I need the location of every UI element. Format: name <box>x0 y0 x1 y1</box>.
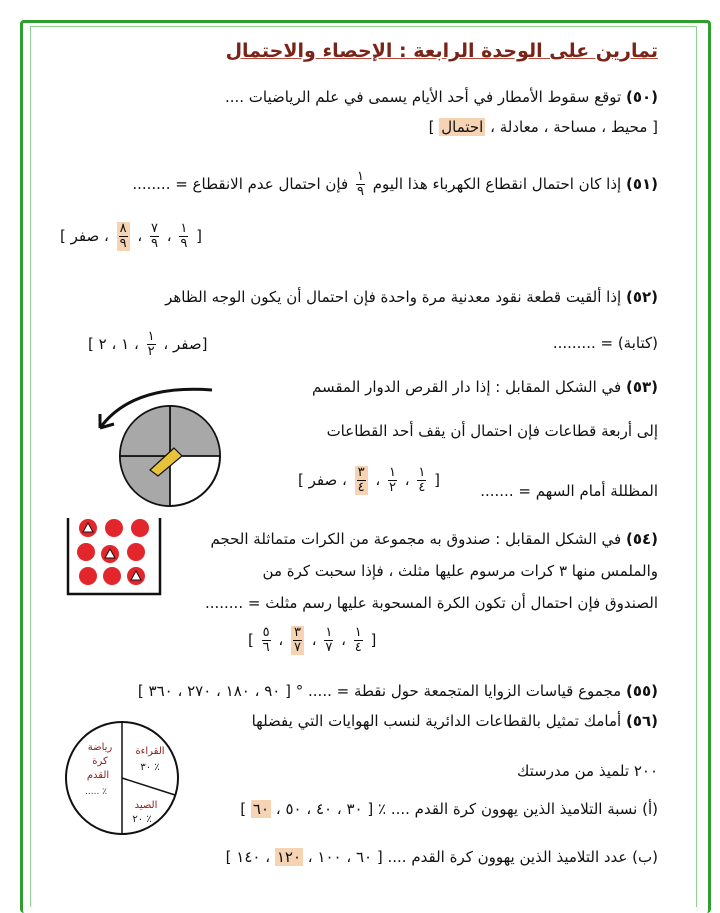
q53-line1 <box>312 378 658 396</box>
pie-label-fishing: الصيد <box>134 800 158 811</box>
q52-question <box>165 288 658 306</box>
q51-frac-num: ١ <box>356 169 364 184</box>
spinner-shaded-sector-3 <box>120 406 170 456</box>
q50-question <box>225 88 658 106</box>
pie-value-fishing: ٢٠ ٪ <box>132 814 152 825</box>
balls-group <box>77 519 149 585</box>
q54-option-1 <box>354 626 363 655</box>
q52-sep-2: ، <box>133 335 139 353</box>
q52-line2: (كتابة) = ......... <box>552 334 658 352</box>
q53-option-3-answer <box>355 466 368 495</box>
balls-box-figure <box>64 514 164 598</box>
q54-opt3-den: ٧ <box>294 640 301 655</box>
q56-b-text: عدد التلاميذ الذين يهوون كرة القدم .... <box>387 848 628 866</box>
ball <box>103 567 121 585</box>
q50-answer: احتمال <box>441 118 484 136</box>
q54-opt1-den: ٤ <box>354 640 362 655</box>
q51-option-3-answer <box>117 222 130 251</box>
hobbies-pie-chart <box>62 718 182 838</box>
pie-value-football: ..... ٪ <box>85 787 107 797</box>
q51-opt2-den: ٩ <box>151 236 158 251</box>
q54-option-2 <box>324 626 333 655</box>
q54-opt2-den: ٧ <box>325 640 333 655</box>
q54-option-4 <box>262 626 271 655</box>
q52-options: [صفر ، ١ ٢ ، ١ ، ٢ ] <box>88 329 208 359</box>
q53-opt1-den: ٤ <box>418 480 426 495</box>
q56-question <box>252 712 658 730</box>
q53-opt3-den: ٤ <box>357 480 365 495</box>
q52-text: إذا ألقيت قطعة نقود معدنية مرة واحدة فإن احتمال أن يكون الوجه الظاهر <box>165 288 622 306</box>
q53-line2: إلى أربعة قطاعات فإن احتمال أن يقف أحد القطاعات <box>326 422 658 440</box>
q53-line3: المظللة أمام السهم = ....... <box>480 482 658 500</box>
q54-option-3-answer <box>291 626 304 655</box>
q56-b-answer: ١٢٠ <box>276 848 301 866</box>
q51-frac-den: ٩ <box>356 184 364 199</box>
spinner-figure <box>92 378 274 514</box>
pie-label-football-2: كرة <box>92 756 108 767</box>
q52-sep-1: ، <box>163 335 169 353</box>
q51-opt3-num: ٨ <box>119 221 127 236</box>
q53-opt1-num: ١ <box>418 465 426 480</box>
q51-fraction <box>356 170 365 199</box>
q50-number: (٥٠) <box>625 88 658 106</box>
q51-question <box>132 170 658 199</box>
q52-sep-3: ، <box>111 335 117 353</box>
q56-b-options-open: [ ٦٠ ، ١٠٠ ، <box>303 848 383 866</box>
q52-frac-den: ٢ <box>147 344 155 359</box>
q54-line2: والملمس منها ٣ كرات مرسوم عليها مثلث ، فإذا سحبت كرة من <box>262 562 658 580</box>
pie-value-reading: ٣٠ ٪ <box>140 762 160 773</box>
pie-label-football-3: القدم <box>86 770 110 781</box>
q51-opt3-den: ٩ <box>119 236 127 251</box>
q56-a-options-close: ] <box>240 800 251 818</box>
q55-options: [ ٩٠ ، ١٨٠ ، ٢٧٠ ، ٣٦٠ ] <box>137 682 291 700</box>
q54-opt4-den: ٦ <box>262 640 270 655</box>
q56-a-text: نسبة التلاميذ الذين يهوون كرة القدم .... ٪ <box>378 800 638 818</box>
q54-opt2-num: ١ <box>325 625 333 640</box>
ball <box>131 519 149 537</box>
q54-line1 <box>210 530 658 548</box>
q53-opt2-num: ١ <box>389 465 396 480</box>
q54-opt4-num: ٥ <box>262 625 270 640</box>
q50-options-close: ] <box>428 118 440 136</box>
q53-option-4: صفر <box>308 471 338 489</box>
q56-line2: ٢٠٠ تلميذ من مدرستك <box>516 762 658 780</box>
q56-b-options-close: ، ١٤٠ ] <box>225 848 275 866</box>
q54-text-1: في الشكل المقابل : صندوق به مجموعة من الكرات متماثلة الحجم <box>210 530 622 548</box>
q50-options <box>429 118 658 136</box>
q53-opt2-den: ٢ <box>389 480 396 495</box>
q50-options-open: [ محيط ، مساحة ، معادلة ، <box>485 118 658 136</box>
q56-b-label: (ب) <box>632 848 658 866</box>
q54-options: [ ١ ٤ ، ١ ٧ ، ٣ ٧ ، ٥ ٦ ] <box>248 625 377 655</box>
q51-text-a: إذا كان احتمال انقطاع الكهرباء هذا اليوم <box>372 175 622 193</box>
q52-frac-num: ١ <box>147 329 155 344</box>
q53-number: (٥٣) <box>625 378 658 396</box>
q53-opt3-num: ٣ <box>357 465 365 480</box>
q56-number: (٥٦) <box>625 712 658 730</box>
q51-option-2 <box>150 222 159 251</box>
pie-label-reading: القراءة <box>135 746 165 757</box>
q56-a-answer: ٦٠ <box>252 800 270 818</box>
q52-option-half <box>147 330 156 359</box>
spinner-shaded-sector-1 <box>170 406 220 456</box>
q54-opt3-num: ٣ <box>294 625 301 640</box>
q53-options: [ ١ ٤ ، ١ ٢ ، ٣ ٤ ، صفر ] <box>298 465 440 495</box>
ball <box>127 543 145 561</box>
q54-opt1-num: ١ <box>354 625 362 640</box>
q51-option-1 <box>179 222 188 251</box>
pie-label-football-1: رياضة <box>87 742 113 753</box>
q53-option-2 <box>388 466 397 495</box>
q50-text: توقع سقوط الأمطار في أحد الأيام يسمى في علم الرياضيات .... <box>224 88 622 106</box>
q52-option-two: ٢ <box>98 335 107 353</box>
q55-question <box>138 682 658 700</box>
q53-text-1: في الشكل المقابل : إذا دار القرص الدوار المقسم <box>311 378 622 396</box>
ball <box>105 519 123 537</box>
q51-number: (٥١) <box>625 175 658 193</box>
ball <box>77 543 95 561</box>
q55-text: مجموع قياسات الزوايا المتجمعة حول نقطة = ..... ° <box>295 682 622 700</box>
q54-line3: الصندوق فإن احتمال أن تكون الكرة المسحوبة عليها رسم مثلث = ........ <box>204 594 658 612</box>
q52-option-zero: صفر <box>172 335 202 353</box>
q51-option-4: صفر <box>70 227 100 245</box>
q55-number: (٥٥) <box>625 682 658 700</box>
q51-opt1-num: ١ <box>180 221 188 236</box>
q51-opt1-den: ٩ <box>180 236 188 251</box>
q54-number: (٥٤) <box>625 530 658 548</box>
q56-a-label: (أ) <box>642 800 658 818</box>
q51-text-b: فإن احتمال عدم الانقطاع = ........ <box>132 175 349 193</box>
page-title: تمارين على الوحدة الرابعة : الإحصاء والاحتمال <box>225 40 658 62</box>
q51-opt2-num: ٧ <box>151 221 158 236</box>
q56-part-b <box>226 848 658 866</box>
q51-options: [ ١ ٩ ، ٧ ٩ ، ٨ ٩ ، صفر ] <box>60 221 202 251</box>
q56-part-a <box>240 800 658 818</box>
q52-number: (٥٢) <box>625 288 658 306</box>
q52-option-one: ١ <box>121 335 130 353</box>
q56-a-options-open: [ ٣٠ ، ٤٠ ، ٥٠ ، <box>271 800 374 818</box>
q53-option-1 <box>417 466 426 495</box>
q56-text: أمامك تمثيل بالقطاعات الدائرية لنسب الهوايات التي يفضلها <box>251 712 622 730</box>
ball <box>79 567 97 585</box>
